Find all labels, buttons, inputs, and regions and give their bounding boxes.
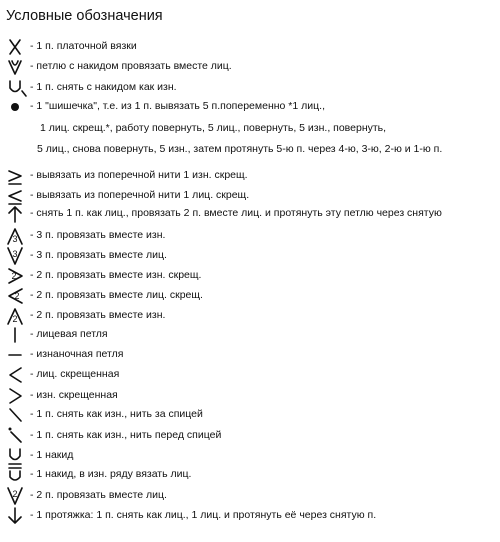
loop-slip-yarnover-icon xyxy=(6,78,32,98)
legend-item xyxy=(0,405,500,425)
legend-item xyxy=(0,97,500,117)
svg-text:2: 2 xyxy=(12,314,18,324)
page-title: Условные обозначения xyxy=(6,8,163,24)
svg-text:2: 2 xyxy=(11,271,17,281)
greater-than-icon xyxy=(6,386,32,406)
legend-item xyxy=(0,446,500,466)
legend-item-continuation: 5 лиц., снова повернуть, 5 изн., затем протянуть 5-ю п. через 4-ю, 3-ю, 2-ю и 1-ю п. xyxy=(37,143,443,155)
legend-item-continuation: 1 лиц. скрещ.*, работу повернуть, 5 лиц., повернуть, 5 изн., повернуть, xyxy=(40,122,387,134)
legend-item xyxy=(0,486,500,506)
legend-item-text: - 1 "шишечка", т.е. из 1 п. вывязать 5 п.попеременно *1 лиц., xyxy=(30,100,325,112)
legend-item xyxy=(0,186,500,206)
legend-item xyxy=(0,266,500,286)
triangle-2-up-icon xyxy=(6,306,32,326)
legend-item-text: - 2 п. провязать вместе лиц. xyxy=(30,489,167,501)
legend-item xyxy=(0,57,500,77)
triangle-3-down-icon xyxy=(6,246,32,266)
legend-item-text: - лиц. скрещенная xyxy=(30,368,120,380)
legend-item xyxy=(0,325,500,345)
legend-item xyxy=(0,426,500,446)
legend-item xyxy=(0,204,500,224)
legend-item-text: - 2 п. провязать вместе изн. xyxy=(30,309,166,321)
legend-item-text: - 1 п. снять как изн., нить за спицей xyxy=(30,408,203,420)
increase-left-icon xyxy=(6,186,32,206)
triangle-3-up-icon xyxy=(6,226,32,246)
arrow-down-icon xyxy=(6,506,32,526)
legend-item xyxy=(0,365,500,385)
svg-text:2: 2 xyxy=(14,291,20,301)
triangle-2-right-icon xyxy=(6,266,32,286)
svg-text:2: 2 xyxy=(12,489,18,499)
legend-item-text: - 3 п. провязать вместе изн. xyxy=(30,229,166,241)
diagonal-dot-icon xyxy=(6,426,32,446)
less-than-icon xyxy=(6,365,32,385)
legend-item-text: - 1 накид, в изн. ряду вязать лиц. xyxy=(30,468,192,480)
legend-item xyxy=(0,226,500,246)
legend-item xyxy=(0,345,500,365)
legend-item-text: - изн. скрещенная xyxy=(30,389,118,401)
legend-item xyxy=(0,465,500,485)
legend-item-text: - 1 п. снять с накидом как изн. xyxy=(30,81,177,93)
triangle-2-left-icon xyxy=(6,286,32,306)
legend-item-text: - петлю с накидом провязать вместе лиц. xyxy=(30,60,232,72)
svg-text:3: 3 xyxy=(12,249,18,259)
arrow-up-icon xyxy=(6,204,32,224)
legend-item-text: - 2 п. провязать вместе лиц. скрещ. xyxy=(30,289,203,301)
legend-item-text: - 1 протяжка: 1 п. снять как лиц., 1 лиц. и протянуть её через снятую п. xyxy=(30,509,377,521)
increase-right-icon xyxy=(6,166,32,186)
legend-item xyxy=(0,286,500,306)
legend-item-text: - вывязать из поперечной нити 1 лиц. скрещ. xyxy=(30,189,250,201)
legend-item xyxy=(0,246,500,266)
loop-yarnover-down-icon xyxy=(6,57,32,77)
legend-item xyxy=(0,306,500,326)
legend-item-text: - вывязать из поперечной нити 1 изн. скрещ. xyxy=(30,169,248,181)
u-bar-icon xyxy=(6,465,32,485)
horizontal-line-icon xyxy=(6,345,32,365)
legend-item-text: - 3 п. провязать вместе лиц. xyxy=(30,249,167,261)
legend-item-text: - 2 п. провязать вместе изн. скрещ. xyxy=(30,269,202,281)
svg-text:3: 3 xyxy=(12,234,18,244)
legend-item-text: - 1 п. платочной вязки xyxy=(30,40,137,52)
x-cross-icon xyxy=(6,37,32,57)
bobble-dot-icon xyxy=(6,97,32,117)
legend-item-text: - 1 п. снять как изн., нить перед спицей xyxy=(30,429,222,441)
legend-item xyxy=(0,166,500,186)
u-yarnover-icon xyxy=(6,446,32,466)
diagonal-line-icon xyxy=(6,405,32,425)
legend-item-text: - снять 1 п. как лиц., провязать 2 п. вместе лиц. и протянуть эту петлю через снятую xyxy=(30,207,442,219)
legend-item xyxy=(0,78,500,98)
vertical-line-icon xyxy=(6,325,32,345)
legend-item xyxy=(0,386,500,406)
legend-item xyxy=(0,37,500,57)
legend-item-text: - лицевая петля xyxy=(30,328,108,340)
legend-item xyxy=(0,506,500,526)
legend-item-text: - 1 накид xyxy=(30,449,74,461)
legend-item-text: - изнаночная петля xyxy=(30,348,124,360)
triangle-2-down-icon xyxy=(6,486,32,506)
